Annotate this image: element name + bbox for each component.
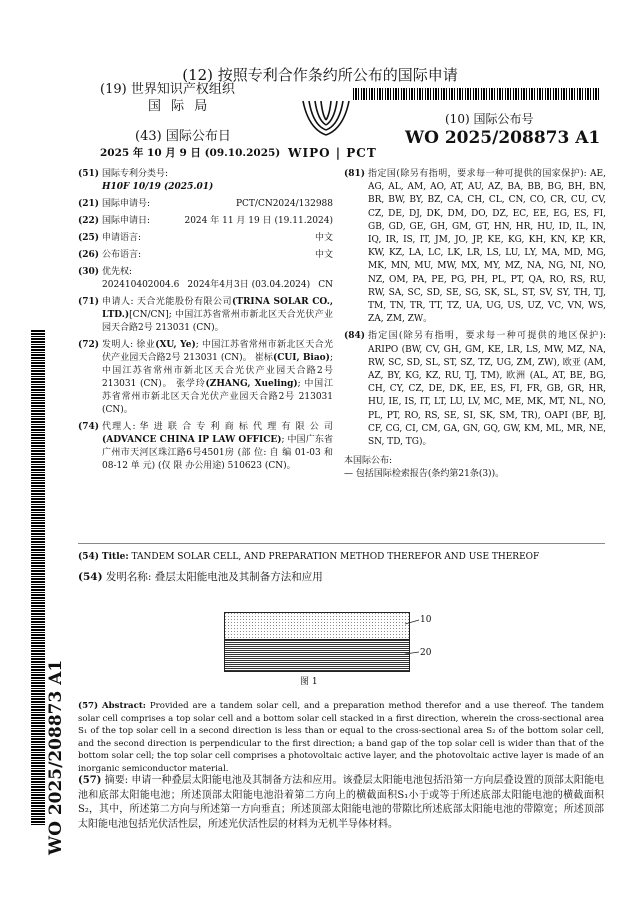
org-name: (19) 世界知识产权组织 [100,82,235,97]
field-51: (51) 国际专利分类号: H10F 10/19 (2025.01) [78,169,214,192]
field-30: (30) 优先权: 202410402004.6 2024年4月3日 (03.04.2024) CN [78,267,333,290]
org-bureau: 国 际 局 [148,99,211,114]
figure-label-20: 20 [420,648,432,658]
divider [78,543,605,544]
field-22: (22) 国际申请日: 2024 年 11 月 19 日 (19.11.2024) [78,216,333,226]
side-barcode [31,330,45,825]
priority-date: 2024年4月3日 (03.04.2024) [187,280,311,290]
pub-no-label: (10) 国际公布号 [445,112,534,126]
field-71: (71) 申请人: 天合光能股份有限公司(TRINA SOLAR CO., LTD.)[CN/CN]; 中国江苏省常州市新北区天合光伏产业园天合路2号 213031 (CN)。 [78,297,333,333]
designated-states: AE, AG, AL, AM, AO, AT, AU, AZ, BA, BB, BG, BH, BN, BR, BW, BY, BZ, CA, CH, CL, CN, CO, CR, CU, CV, CZ, DE, DJ, DK, DM, DO, DZ, EC, EE, EG, ES, FI, GB, GD, GE, GH, GM, GT, HN, HR, HU, ID, IL, IN, IQ, IR, IS, IT, JM, JO, JP, KE, KG, KH, KN, KP, KR, KW, KZ, LA, LC, LK, LR, LS, LU, LY, MA, MD, MG, MK, MN, MU, MW, MX, MY, MZ, NA, NG, NI, NO, NZ, OM, PA, PE, PG, PH, PL, PT, QA, RO, RS, RU, RW, SA, SC, SD, SE, SG, SK, SL, ST, SV, SY, TH, TJ, TM, TN, TR, TT, TZ, UA, UG, US, UZ, VC, VN, WS, ZA, ZM, ZW。 [368,169,606,325]
title-english: (54) Title: TANDEM SOLAR CELL, AND PREPARATION METHOD THEREFOR AND USE THEREOF [78,552,540,562]
organization-block [100,81,285,115]
designated-regions: ARIPO (BW, CV, GH, GM, KE, LR, LS, MW, MZ, NA, RW, SC, SD, SL, ST, SZ, TZ, UG, ZM, ZW), 欧亚 (AM, AZ, BY, KG, KZ, RU, TJ, TM), 欧洲 (AL, AT, BE, BG, CH, CY, CZ, DE, DK, EE, ES, FI, FR, GB, GR, HR, HU, IE, IS, IT, LT, LU, LV, MC, ME, MK, MT, NL, NO, PL, PT, RO, RS, SE, SI, SK, SM, TR), OAPI (BF, BJ, CF, CG, CI, CM, GA, GN, GQ, GW, KM, ML, MR, NE, SN, TD, TG)。 [368,344,606,448]
top-solar-cell-layer [225,613,410,640]
pub-number: WO 2025/208873 A1 [405,128,601,148]
pub-date-label: (43) 国际公布日 [135,129,231,144]
field-72: (72) 发明人: 徐业(XU, Ye); 中国江苏省常州市新北区天合光伏产业园天合路2号 213031 (CN)。 崔标(CUI, Biao); 中国江苏省常州市新北区天合光伏产业园天合路2号 213031 (CN)。 张学玲(ZHANG, Xueling); 中国江苏省常州市新北区天合光伏产业园天合路2号 213031 (CN)。 [78,340,333,415]
field-81: (81) 指定国(除另有指明，要求每一种可提供的国家保护): AE, AG, AL, AM, AO, AT, AU, AZ, BA, BB, BG, BH, BN, BR, BW, BY, BZ, CA, CH, CL, CN, CO, CR, CU, CV, CZ, DE, DJ, DK, DM, DO, DZ, EC, EE, EG, ES, FI, GB, GD, GE, GH, GM, GT, HN, HR, HU, ID, IL, IN, IQ, IR, IS, IT, JM, JO, JP, KE, KG, KH, KN, KP, KR, KW, KZ, LA, LC, LK, LR, LS, LU, LY, MA, MD, MG, MK, MN, MU, MW, MX, MY, MZ, NA, NG, NI, NO, NZ, OM, PA, PE, PG, PH, PL, PT, QA, RO, RS, RU, RW, SA, SC, SD, SE, SG, SK, SL, ST, SV, SY, TH, TJ, TM, TN, TR, TT, TZ, UA, UG, US, UZ, VC, VN, WS, ZA, ZM, ZW。 [344,169,606,325]
top-barcode [353,88,600,100]
ipc-class: H10F 10/19 (2025.01) [102,182,214,192]
solar-cell-figure [224,612,410,672]
application-number: PCT/CN2024/132988 [235,199,333,209]
title-chinese: (54) 发明名称: 叠层太阳能电池及其制备方法和应用 [78,571,323,583]
wipo-pct-wordmark: WIPO | PCT [288,146,377,160]
wipo-logo-icon [297,97,355,139]
bottom-solar-cell-layer [225,640,410,672]
abstract-english: (57) Abstract: Provided are a tandem solar cell, and a preparation method therefor and a use thereof. The tandem solar cell comprises a top solar cell and a bottom solar cell stacked in a first direction, wherein the cross-sectional area S₁ of the top solar cell in a second direction is less than or equal to the cross-sectional area S₂ of the bottom solar cell, and the second direction is perpendicular to the first direction; a band gap of the top solar cell is wider than that of the bottom solar cell; the top solar cell comprises a photovoltaic active layer, and the photovoltaic active layer is made of an inorganic semiconductor material. [78,701,604,774]
field-74: (74) 代理人: 华 进 联 合 专 利 商 标 代 理 有 限 公 司(ADVANCE CHINA IP LAW OFFICE); 中国广东省广州市天河区珠江路6号4501房 (部 位: 自 编 01-03 和 08-12 单 元) (仅 限 办公用途) 510623 (CN)。 [78,422,333,471]
field-26: (26) 公布语言: 中文 [78,250,333,260]
field-25: (25) 申请语言: 中文 [78,233,333,243]
publication-notes: 本国际公布: — 包括国际检索报告(条约第21条(3))。 [344,456,505,480]
priority-number: 202410402004.6 [102,280,180,290]
abstract-chinese: (57) 摘要: 申请一种叠层太阳能电池及其制备方法和应用。该叠层太阳能电池包括沿第一方向层叠设置的顶部太阳能电池和底部太阳能电池；所述顶部太阳能电池沿着第二方向上的横截面积S₁小于或等于所述底部太阳能电池的横截面积S₂，其中，所述第二方向与所述第一方向垂直；所述顶部太阳能电池的带隙比所述底部太阳能电池的带隙宽；所述顶部太阳能电池包括光伏活性层，所述光伏活性层的材料为无机半导体材料。 [78,775,605,830]
filing-date: 2024 年 11 月 19 日 (19.11.2024) [184,216,333,226]
figure-label-10: 10 [420,615,432,625]
side-pub-number: WO 2025/208873 A1 [46,659,66,855]
field-84: (84) 指定国(除另有指明，要求每一种可提供的地区保护): ARIPO (BW, CV, GH, GM, KE, LR, LS, MW, MZ, NA, RW, SC, SD, SL, ST, SZ, TZ, UG, ZM, ZW), 欧亚 (AM, AZ, BY, KG, KZ, RU, TJ, TM), 欧洲 (AL, AT, BE, BG, CH, CY, CZ, DE, DK, EE, ES, FI, FR, GB, GR, HR, HU, IE, IS, IT, LT, LU, LV, MC, ME, MK, MT, NL, NO, PL, PT, RO, RS, SE, SI, SK, SM, TR), OAPI (BF, BJ, CF, CG, CI, CM, GA, GN, GQ, GW, KM, ML, MR, NE, SN, TD, TG)。 [344,331,606,448]
pub-date: 2025 年 10 月 9 日 (09.10.2025) [100,147,281,159]
bibliographic-left [78,168,333,477]
bibliographic-right [344,168,606,482]
document-title: (12) 按照专利合作条约所公布的国际申请 [182,66,458,84]
field-21: (21) 国际申请号: PCT/CN2024/132988 [78,199,333,209]
figure-caption: 图 1 [300,677,318,687]
